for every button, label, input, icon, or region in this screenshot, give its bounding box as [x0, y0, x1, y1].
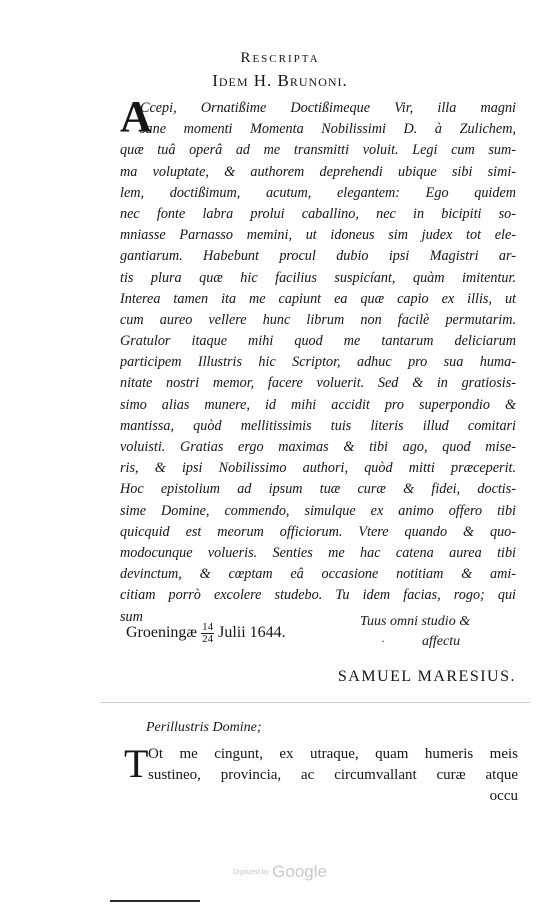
- letter-line: sane momenti Momenta Nobilissimi D. à Zulichem,: [140, 121, 516, 138]
- letter-line: participem Illustris hic Scriptor, adhuc pro sua huma-: [120, 354, 516, 371]
- letter-line: ma voluptate, & authorem deprehendi ubique sibi simi-: [120, 163, 516, 180]
- letter-line: quæ tuâ operâ ad me transmitti voluit. Legi cum sum-: [120, 142, 516, 159]
- letter-line: Ccepi, Ornatißime Doctißimeque Vir, illa magni: [140, 100, 516, 116]
- letter-line: sum: [120, 608, 143, 625]
- date-day-lower: 24: [202, 633, 214, 645]
- closing-line-2: affectu: [422, 634, 461, 649]
- divider: [100, 702, 530, 703]
- digitized-watermark: [0, 862, 560, 882]
- separator-dot: ·: [381, 634, 385, 648]
- letter-line: Hoc epistolium ad ipsum tuæ curæ & fidei, doctis-: [120, 481, 516, 498]
- letter-line: sustineo, provincia, ac circumvallant curæ atque: [148, 767, 518, 783]
- letter-line: gantiarum. Habebunt procul dubio ipsi Magistri ar-: [120, 248, 516, 265]
- drop-cap-2: T: [124, 741, 149, 786]
- letter-line: Interea tamen ita me capiunt ea quæ capio ex illis, ut: [120, 290, 516, 307]
- letter-line: lem, doctißimum, acutum, elegantem: Ego quidem: [120, 184, 516, 201]
- date-day-upper: 14: [202, 621, 214, 633]
- second-letter-body: [124, 741, 518, 807]
- letter-line: mantissa, quòd mellitissimis tuis literis illud comitari: [120, 417, 516, 434]
- letter-heading: Idem H. Brunoni.: [212, 71, 348, 90]
- letter-line: devinctum, & cœptam eâ occasione notitiam & ami-: [120, 566, 516, 583]
- signature: SAMUEL MARESIUS.: [337, 668, 516, 685]
- letter-line: modocunque volueris. Senties me hac catena aurea tibi: [120, 544, 516, 561]
- letter-line: nitate nostri memor, facere voluerit. Sed & in gratiosis-: [120, 375, 516, 392]
- letter-line: citiam porrò excolere studebo. Tu idem facias, rogo; qui: [120, 587, 516, 604]
- date-place: Groeningæ: [126, 624, 198, 642]
- date-line: [126, 622, 326, 645]
- letter-line: nec fonte labra prolui caballino, nec in bicipiti so-: [120, 205, 516, 222]
- salutation: Perillustris Domine;: [146, 720, 262, 735]
- letter-line: sime Domine, commendo, simulque ex animo offero tibi: [120, 502, 516, 519]
- running-head: Rescripta: [240, 50, 320, 66]
- letter-line: simo alias munere, id mihi accidit pro superpondio &: [120, 396, 516, 413]
- letter-line: ris, & ipsi Nobilissimo authori, quòd mitti præceperit.: [120, 460, 516, 477]
- drop-cap: A: [120, 92, 152, 141]
- letter-line: Ot me cingunt, ex utraque, quam humeris meis: [148, 746, 518, 762]
- letter-line: voluisti. Gratias ergo maximas & tibi ago, quod mise-: [120, 439, 516, 455]
- letter-line: tis plura quæ hic facilius suspicíant, quàm imitentur.: [120, 269, 516, 286]
- watermark-prefix: Digitized by: [232, 869, 270, 877]
- catchword: occu: [489, 788, 518, 804]
- closing-formula: [360, 612, 520, 652]
- date-month-year: Julii 1644.: [218, 624, 286, 642]
- letter-body: [120, 98, 516, 628]
- letter-line: mniasse Parnasso memini, ut idoneus sim judex tot ele-: [120, 227, 516, 244]
- letter-line: Gratulor itaque mihi quod me tantarum deliciarum: [120, 333, 516, 350]
- letter-line: quicquid est meorum officiorum. Vtere quando & quo-: [120, 523, 516, 540]
- closing-line-1: Tuus omni studio &: [360, 614, 471, 629]
- date-day-fraction: [201, 622, 214, 645]
- bottom-edge-mark: [110, 900, 200, 902]
- letter-line: cum aureo vellere hunc librum non facilè permutarim.: [120, 311, 516, 328]
- watermark-brand: Google: [272, 862, 327, 881]
